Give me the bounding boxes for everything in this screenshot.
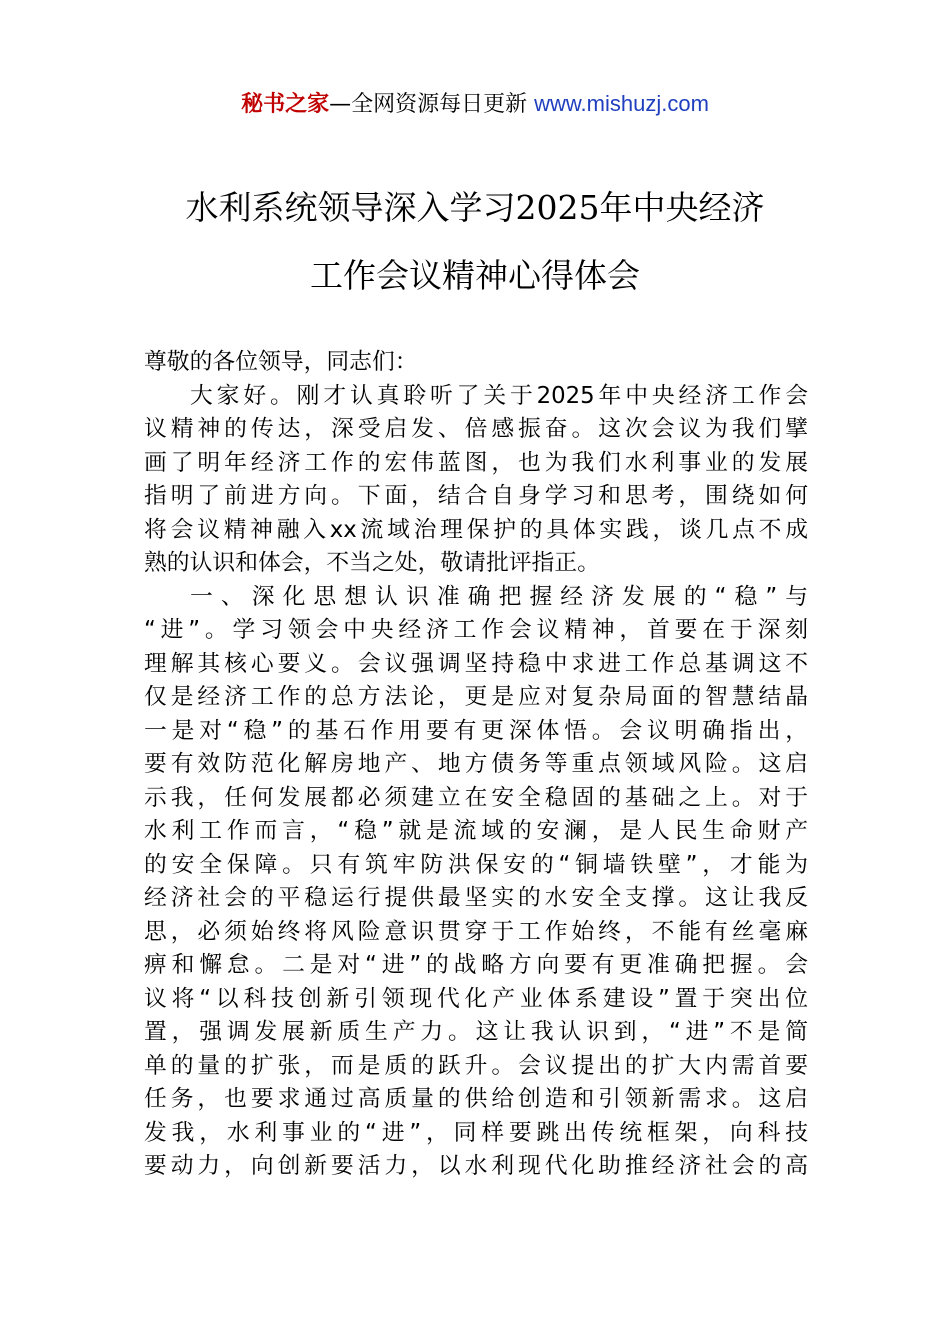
body-line: “进”。学习领会中央经济工作会议精神，首要在于深刻 bbox=[144, 617, 808, 643]
body-line: 一是对“稳”的基石作用要有更深体悟。会议明确指出， bbox=[144, 717, 808, 744]
section-heading-line: 一、深化思想认识准确把握经济发展的“稳”与 bbox=[190, 583, 808, 610]
body-line: 经济社会的平稳运行提供最坚实的水安全支撑。这让我反 bbox=[144, 885, 808, 911]
salutation: 尊敬的各位领导，同志们： bbox=[144, 349, 418, 375]
site-tagline: —全网资源每日更新 bbox=[329, 92, 535, 117]
body-line: 大家好。刚才认真聆听了关于2025年中央经济工作会 bbox=[190, 382, 808, 409]
site-url-link[interactable]: www.mishuzj.com bbox=[534, 91, 709, 116]
body-line: 理解其核心要义。会议强调坚持稳中求进工作总基调这不 bbox=[144, 650, 808, 677]
body-line: 示我，任何发展都必须建立在安全稳固的基础之上。对于 bbox=[144, 784, 808, 811]
body-line: 要有效防范化解房地产、地方债务等重点领域风险。这启 bbox=[144, 751, 808, 777]
body-line: 痹和懈怠。二是对“进”的战略方向要有更准确把握。会 bbox=[144, 952, 808, 978]
site-banner bbox=[0, 88, 950, 121]
document-title-line-2: 工作会议精神心得体会 bbox=[310, 256, 640, 295]
body-line: 画了明年经济工作的宏伟蓝图，也为我们水利事业的发展 bbox=[144, 449, 808, 476]
body-line: 思，必须始终将风险意识贯穿于工作始终，不能有丝毫麻 bbox=[144, 918, 808, 945]
body-line: 议精神的传达，深受启发、倍感振奋。这次会议为我们擘 bbox=[144, 416, 808, 442]
body-line: 熟的认识和体会，不当之处，敬请批评指正。 bbox=[144, 550, 600, 576]
body-line: 发我，水利事业的“进”，同样要跳出传统框架，向科技 bbox=[144, 1119, 808, 1146]
body-line: 的安全保障。只有筑牢防洪保安的“铜墙铁壁”，才能为 bbox=[144, 851, 808, 878]
site-brand: 秘书之家 bbox=[241, 92, 330, 117]
body-line: 水利工作而言，“稳”就是流域的安澜，是人民生命财产 bbox=[144, 818, 808, 844]
body-line: 将会议精神融入xx流域治理保护的具体实践，谈几点不成 bbox=[144, 516, 808, 543]
body-line: 要动力，向创新要活力，以水利现代化助推经济社会的高 bbox=[144, 1153, 808, 1179]
document-body bbox=[144, 346, 808, 1184]
body-line: 单的量的扩张，而是质的跃升。会议提出的扩大内需首要 bbox=[144, 1052, 808, 1079]
body-line: 任务，也要求通过高质量的供给创造和引领新需求。这启 bbox=[144, 1086, 808, 1112]
body-line: 指明了前进方向。下面，结合自身学习和思考，围绕如何 bbox=[144, 483, 808, 509]
body-line: 议将“以科技创新引领现代化产业体系建设”置于突出位 bbox=[144, 985, 808, 1012]
body-line: 仅是经济工作的总方法论，更是应对复杂局面的智慧结晶 bbox=[144, 684, 808, 710]
document-title-line-1: 水利系统领导深入学习2025年中央经济 bbox=[185, 188, 765, 227]
body-line: 置，强调发展新质生产力。这让我认识到，“进”不是简 bbox=[144, 1019, 808, 1045]
